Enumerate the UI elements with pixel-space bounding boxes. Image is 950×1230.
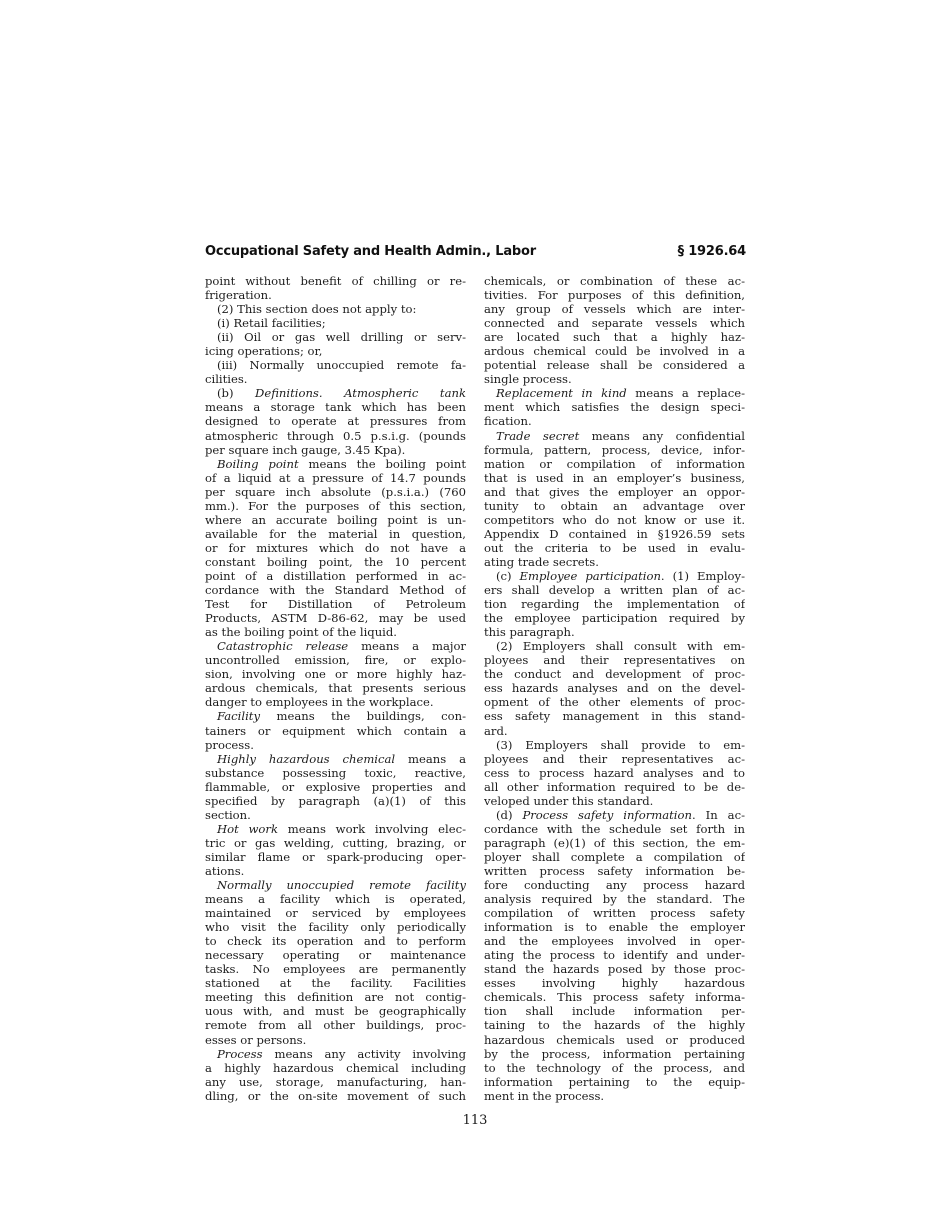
text-line <box>205 541 466 555</box>
line-text: tion regarding the implementation of <box>484 597 745 612</box>
paragraph <box>205 274 466 302</box>
text-line <box>484 906 745 920</box>
text-line <box>205 1089 466 1103</box>
line-text: cilities. <box>205 372 248 387</box>
line-text: ardous chemical could be involved in a <box>484 344 745 359</box>
paragraph <box>205 358 466 386</box>
text-line <box>484 569 745 583</box>
text-line <box>484 948 745 962</box>
text-line <box>484 724 745 738</box>
line-text: cordance with the Standard Method of <box>205 583 466 598</box>
text-line <box>205 766 466 780</box>
text-line <box>484 611 745 625</box>
line-text: all other information required to be de- <box>484 779 745 794</box>
text-line <box>205 471 466 485</box>
text-line <box>205 1047 466 1061</box>
line-text: by the process, information pertaining <box>484 1046 745 1061</box>
line-text: means any confidential <box>579 428 745 443</box>
text-line <box>484 555 745 569</box>
paragraph-label: (c) <box>496 568 520 583</box>
line-text: veloped under this standard. <box>484 793 654 808</box>
text-line <box>484 372 745 386</box>
text-line <box>205 457 466 471</box>
text-line <box>484 457 745 471</box>
text-line <box>205 864 466 878</box>
text-line <box>484 1018 745 1032</box>
text-line <box>484 1033 745 1047</box>
line-text: hazardous chemicals used or produced <box>484 1032 745 1047</box>
line-text: stand the hazards posed by those proc- <box>484 962 745 977</box>
line-text: ployees and their representatives ac- <box>484 751 745 766</box>
paragraph <box>205 878 466 1047</box>
text-line <box>484 667 745 681</box>
line-text: dling, or the on-site movement of such <box>205 1088 466 1103</box>
line-text: means any activity involving <box>262 1046 466 1061</box>
text-line <box>205 499 466 513</box>
text-line <box>205 724 466 738</box>
text-line <box>205 1033 466 1047</box>
text-line <box>205 555 466 569</box>
line-text: constant boiling point, the 10 percent <box>205 554 466 569</box>
line-text: cess to process hazard analyses and to <box>484 765 745 780</box>
text-line <box>484 1089 745 1103</box>
text-line <box>205 850 466 864</box>
paragraph <box>484 738 745 808</box>
text-line <box>484 499 745 513</box>
line-text: tric or gas welding, cutting, brazing, or <box>205 835 466 850</box>
text-line <box>484 990 745 1004</box>
text-line <box>205 990 466 1004</box>
text-line <box>205 358 466 372</box>
line-text: as the boiling point of the liquid. <box>205 625 397 640</box>
defined-term: Process safety information <box>522 807 692 822</box>
line-text: ployees and their representatives on <box>484 653 745 668</box>
text-line <box>484 1004 745 1018</box>
line-text: Test for Distillation of Petroleum <box>205 597 466 612</box>
text-line <box>484 302 745 316</box>
defined-term: Replacement in kind <box>496 386 627 401</box>
line-text: uncontrolled emission, fire, or explo- <box>205 653 466 668</box>
text-line <box>484 414 745 428</box>
text-line <box>484 527 745 541</box>
text-line <box>484 358 745 372</box>
defined-term: Catastrophic release <box>217 639 349 654</box>
text-line <box>205 808 466 822</box>
line-text: ment in the process. <box>484 1088 605 1103</box>
line-text: ess hazards analyses and on the devel- <box>484 681 745 696</box>
line-text: and the employees involved in oper- <box>484 934 745 949</box>
paragraph-label: (d) <box>496 807 523 822</box>
line-text: means a storage tank which has been <box>205 400 466 415</box>
line-text: are located such that a highly haz- <box>484 330 745 345</box>
text-line <box>205 653 466 667</box>
text-line <box>484 962 745 976</box>
line-text: means a <box>395 751 466 766</box>
paragraph <box>484 274 745 386</box>
text-line <box>484 1061 745 1075</box>
line-text: who visit the facility only periodically <box>205 920 466 935</box>
defined-term: Employee participation <box>519 568 661 583</box>
text-line <box>484 808 745 822</box>
line-text: information is to enable the employer <box>484 920 745 935</box>
line-text: fore conducting any process hazard <box>484 878 745 893</box>
line-text: tivities. For purposes of this definition, <box>484 288 745 303</box>
text-line <box>205 934 466 948</box>
paragraph <box>205 386 466 456</box>
text-line <box>205 892 466 906</box>
line-text: ations. <box>205 863 245 878</box>
text-line <box>205 878 466 892</box>
text-line <box>205 709 466 723</box>
line-text: specified by paragraph (a)(1) of this <box>205 793 466 808</box>
line-text: Appendix D contained in §1926.59 sets <box>484 526 745 541</box>
text-line <box>205 822 466 836</box>
text-line <box>205 316 466 330</box>
paragraph <box>205 752 466 822</box>
text-line <box>484 794 745 808</box>
defined-term: Highly hazardous chemical <box>217 751 396 766</box>
text-line <box>205 527 466 541</box>
line-text: mm.). For the purposes of this section, <box>205 498 466 513</box>
line-text: means a major <box>348 639 466 654</box>
defined-term: Normally unoccupied remote facility <box>217 878 466 893</box>
text-line <box>205 344 466 358</box>
line-text: . In ac- <box>691 807 745 822</box>
line-text: ardous chemicals, that presents serious <box>205 681 466 696</box>
text-line <box>205 906 466 920</box>
line-text: means a facility which is operated, <box>205 892 466 907</box>
text-line <box>205 583 466 597</box>
line-text: ating the process to identify and under- <box>484 948 745 963</box>
line-text: taining to the hazards of the highly <box>484 1018 745 1033</box>
line-text: chemicals, or combination of these ac- <box>484 274 745 288</box>
text-line <box>484 1075 745 1089</box>
text-line <box>205 597 466 611</box>
line-text: . (1) Employ- <box>660 568 745 583</box>
page-number: 113 <box>462 1113 488 1128</box>
text-line <box>205 386 466 400</box>
defined-term: Definitions. Atmospheric tank <box>255 386 466 401</box>
text-line <box>484 976 745 990</box>
text-line <box>205 639 466 653</box>
text-line <box>205 611 466 625</box>
line-text: uous with, and must be geographically <box>205 1004 466 1019</box>
text-line <box>484 934 745 948</box>
text-line <box>484 738 745 752</box>
line-text: frigeration. <box>205 288 272 303</box>
line-text: available for the material in question, <box>205 526 466 541</box>
line-text: the conduct and development of proc- <box>484 667 745 682</box>
text-line <box>484 513 745 527</box>
text-line <box>484 752 745 766</box>
text-line <box>205 976 466 990</box>
line-text: meeting this definition are not contig- <box>205 990 466 1005</box>
line-text: fication. <box>484 414 532 429</box>
text-line <box>484 386 745 400</box>
defined-term: Facility <box>217 709 260 724</box>
text-line <box>484 766 745 780</box>
line-text: potential release shall be considered a <box>484 358 745 373</box>
text-line <box>484 344 745 358</box>
text-line <box>484 316 745 330</box>
text-line <box>205 695 466 709</box>
paragraph <box>484 386 745 428</box>
line-text: necessary operating or maintenance <box>205 948 466 963</box>
text-line <box>484 443 745 457</box>
paragraph <box>205 457 466 640</box>
line-text: written process safety information be- <box>484 863 745 878</box>
line-text: (2) This section does not apply to: <box>217 302 417 317</box>
paragraph <box>205 822 466 878</box>
paragraph <box>205 330 466 358</box>
paragraph <box>205 709 466 751</box>
line-text: any use, storage, manufacturing, han- <box>205 1074 466 1089</box>
defined-term: Hot work <box>217 821 278 836</box>
line-text: or for mixtures which do not have a <box>205 540 466 555</box>
line-text: substance possessing toxic, reactive, <box>205 765 466 780</box>
paragraph <box>205 1047 466 1103</box>
text-line <box>484 400 745 414</box>
line-text: any group of vessels which are inter- <box>484 302 745 317</box>
line-text: of a liquid at a pressure of 14.7 pounds <box>205 470 466 485</box>
line-text: sion, involving one or more highly haz- <box>205 667 466 682</box>
text-line <box>205 414 466 428</box>
text-line <box>484 583 745 597</box>
line-text: (2) Employers shall consult with em- <box>496 639 745 654</box>
line-text: flammable, or explosive properties and <box>205 779 466 794</box>
line-text: a highly hazardous chemical including <box>205 1060 466 1075</box>
line-text: where an accurate boiling point is un- <box>205 512 466 527</box>
line-text: connected and separate vessels which <box>484 316 745 331</box>
line-text: ard. <box>484 723 508 738</box>
text-line <box>205 1004 466 1018</box>
line-text: to the technology of the process, and <box>484 1060 745 1075</box>
defined-term: Trade secret <box>496 428 580 443</box>
line-text: process. <box>205 737 254 752</box>
line-text: mation or compilation of information <box>484 456 745 471</box>
line-text: competitors who do not know or use it. <box>484 512 745 527</box>
paragraph <box>205 639 466 709</box>
line-text: remote from all other buildings, proc- <box>205 1018 466 1033</box>
text-line <box>484 709 745 723</box>
line-text: analysis required by the standard. The <box>484 892 745 907</box>
text-line <box>205 288 466 302</box>
line-text: cordance with the schedule set forth in <box>484 821 745 836</box>
text-line <box>484 681 745 695</box>
line-text: similar flame or spark-producing oper- <box>205 849 466 864</box>
text-line <box>205 274 466 288</box>
line-text: ployer shall complete a compilation of <box>484 849 745 864</box>
line-text: that is used in an employer’s business, <box>484 470 745 485</box>
text-line <box>484 471 745 485</box>
line-text: danger to employees in the workplace. <box>205 695 434 710</box>
text-line <box>205 302 466 316</box>
text-line <box>205 948 466 962</box>
line-text: ess safety management in this stand- <box>484 709 745 724</box>
text-line <box>205 752 466 766</box>
line-text: icing operations; or, <box>205 344 323 359</box>
line-text: tasks. No employees are permanently <box>205 962 466 977</box>
text-line <box>484 836 745 850</box>
line-text: the employee participation required by <box>484 611 745 626</box>
text-line <box>484 625 745 639</box>
line-text: ating trade secrets. <box>484 554 599 569</box>
text-line <box>484 878 745 892</box>
line-text: means a replace- <box>626 386 745 401</box>
text-line <box>205 738 466 752</box>
text-line <box>205 1018 466 1032</box>
paragraph <box>484 808 745 1103</box>
header-title: Occupational Safety and Health Admin., Labor <box>205 244 536 259</box>
text-line <box>484 288 745 302</box>
line-text: formula, pattern, process, device, infor- <box>484 442 745 457</box>
paragraph-label: (b) <box>217 386 256 401</box>
line-text: means the boiling point <box>298 456 466 471</box>
text-line <box>484 429 745 443</box>
line-text: section. <box>205 807 251 822</box>
right-column <box>484 274 745 1103</box>
text-line <box>205 485 466 499</box>
line-text: means the buildings, con- <box>260 709 466 724</box>
line-text: single process. <box>484 372 572 387</box>
text-line <box>205 443 466 457</box>
text-line <box>205 625 466 639</box>
text-line <box>205 1075 466 1089</box>
line-text: tainers or equipment which contain a <box>205 723 466 738</box>
text-line <box>484 822 745 836</box>
text-line <box>205 1061 466 1075</box>
text-line <box>205 836 466 850</box>
line-text: point without benefit of chilling or re- <box>205 274 466 288</box>
text-line <box>484 274 745 288</box>
line-text: chemicals. This process safety informa- <box>484 990 745 1005</box>
line-text: esses involving highly hazardous <box>484 976 745 991</box>
paragraph <box>484 639 745 737</box>
line-text: maintained or serviced by employees <box>205 906 466 921</box>
text-line <box>205 681 466 695</box>
line-text: designed to operate at pressures from <box>205 414 466 429</box>
text-line <box>484 485 745 499</box>
line-text: to check its operation and to perform <box>205 934 466 949</box>
text-line <box>205 400 466 414</box>
line-text: atmospheric through 0.5 p.s.i.g. (pounds <box>205 428 466 443</box>
text-line <box>484 864 745 878</box>
paragraph <box>205 316 466 330</box>
line-text: point of a distillation performed in ac- <box>205 568 466 583</box>
text-line <box>484 639 745 653</box>
line-text: this paragraph. <box>484 625 575 640</box>
text-line <box>484 1047 745 1061</box>
text-line <box>484 780 745 794</box>
text-line <box>205 962 466 976</box>
text-line <box>484 541 745 555</box>
text-line <box>205 920 466 934</box>
text-line <box>484 892 745 906</box>
line-text: (ii) Oil or gas well drilling or serv- <box>217 330 466 345</box>
defined-term: Boiling point <box>217 456 299 471</box>
line-text: stationed at the facility. Facilities <box>205 976 466 991</box>
line-text: Products, ASTM D-86-62, may be used <box>205 611 466 626</box>
defined-term: Process <box>217 1046 263 1061</box>
line-text: tunity to obtain an advantage over <box>484 498 745 513</box>
text-line <box>205 794 466 808</box>
text-line <box>205 569 466 583</box>
text-line <box>205 330 466 344</box>
text-line <box>205 429 466 443</box>
text-line <box>205 667 466 681</box>
line-text: per square inch gauge, 3.45 Kpa). <box>205 442 406 457</box>
text-line <box>484 330 745 344</box>
text-line <box>205 513 466 527</box>
line-text: per square inch absolute (p.s.i.a.) (760 <box>205 484 466 499</box>
line-text: esses or persons. <box>205 1032 307 1047</box>
text-line <box>484 597 745 611</box>
line-text: (iii) Normally unoccupied remote fa- <box>217 358 466 373</box>
text-line <box>484 653 745 667</box>
paragraph <box>205 302 466 316</box>
text-line <box>205 372 466 386</box>
line-text: (i) Retail facilities; <box>217 316 326 331</box>
line-text: and that gives the employer an oppor- <box>484 484 745 499</box>
line-text: means work involving elec- <box>277 821 466 836</box>
line-text: (3) Employers shall provide to em- <box>496 737 745 752</box>
paragraph <box>484 429 745 569</box>
running-header <box>205 244 746 262</box>
paragraph <box>484 569 745 639</box>
left-column <box>205 274 466 1103</box>
line-text: opment of the other elements of proc- <box>484 695 745 710</box>
text-line <box>484 920 745 934</box>
text-line <box>484 695 745 709</box>
line-text: compilation of written process safety <box>484 906 745 921</box>
line-text: paragraph (e)(1) of this section, the em- <box>484 835 745 850</box>
header-section-number: § 1926.64 <box>677 244 746 259</box>
line-text: information pertaining to the equip- <box>484 1074 745 1089</box>
line-text: tion shall include information per- <box>484 1004 745 1019</box>
line-text: ment which satisfies the design speci- <box>484 400 745 415</box>
line-text: ers shall develop a written plan of ac- <box>484 583 745 598</box>
text-line <box>484 850 745 864</box>
line-text: out the criteria to be used in evalu- <box>484 540 745 555</box>
text-line <box>205 780 466 794</box>
